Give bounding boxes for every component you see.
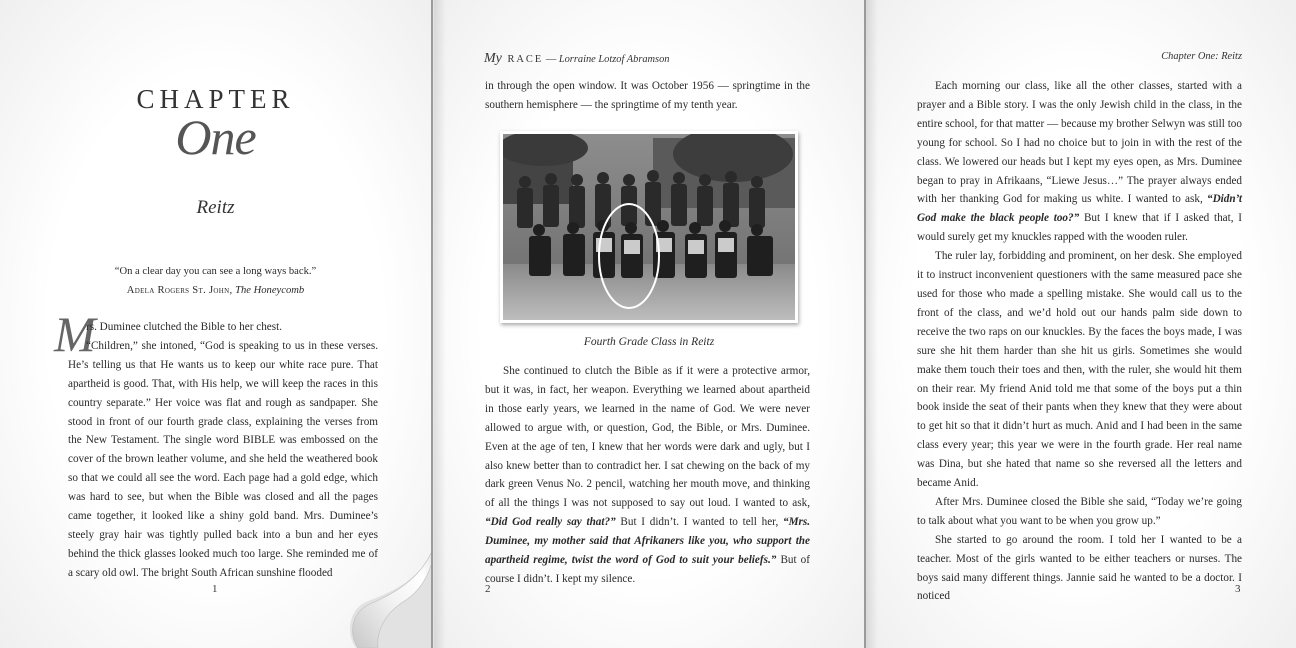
text-run: But of course I didn’t. I kept my silence. (485, 554, 811, 585)
book-logo: My (484, 51, 502, 66)
paragraph (917, 77, 1242, 247)
page-1-body (56, 318, 378, 583)
book-author: Lorraine Lotzof Abramson (558, 54, 670, 65)
paragraph: She started to go around the room. I told her I wanted to be a teacher. Most of the girls wanted to be either teachers or nurses. The boys said many different things. Jannie said he wanted to be a doctor. I noticed (917, 533, 1242, 603)
page-curl-icon[interactable] (346, 540, 431, 648)
paragraph: “Children,” she intoned, “God is speaking to us in these verses. He’s telling us that He wants us to keep our white race pure. That apartheid is good. That, with His help, we will keep the races in this country separate.” Her voice was flat and rough as sandpaper. She stood in front of our fourth grade class, explaining the verses from the New Testament. The single word BIBLE was embossed on the cover of the brown leather volume, and she held the weathered book so that we could all see the word. Each page had a gold edge, which was hard to see, but when the Bible was closed and all the pages came together, it looked like a shiny gold band. Mrs. Duminee’s steely gray hair was tightly pulled back into a bun and her eyes behind the thick glasses looked much too large. She reminded me of a scary old owl. The bright South African sunshine flooded (68, 339, 378, 579)
paragraph (485, 362, 810, 589)
text-run: But I knew that if I asked that, I would surely get my knuckles rapped with the wooden ruler. (917, 212, 1243, 244)
paragraph: The ruler lay, forbidding and prominent, on her desk. She employed it to instruct inconvenient questioners with the same measured pace she used for those who made a spelling mistake. She would call us to the front of the class, and we’d hold out our hands palm side down to receive the two raps on our knuckles. By the faces the boys made, I was sure she hit them harder than she hit us girls. Sometimes she would make them touch their toes and then, with the ruler, she would hit them on their rear. My friend Anid told me that some of the boys put a thin book inside the seat of their pants when they knew that they were about to get hit so that it didn’t hurt as much. Anid and I had been in the same class every year; this year we were in the fourth grade. Her real name was Dina, but she hated that name so she reversed all the letters and became Anid. (917, 250, 1242, 490)
photo-caption: Fourth Grade Class in Reitz (583, 336, 715, 348)
epigraph-author: Adela Rogers St. John, (126, 285, 233, 296)
page-number: 1 (212, 583, 218, 595)
epigraph-attribution (0, 281, 431, 300)
italic-question: “Did God really say that?” (485, 516, 616, 529)
drop-cap: M (54, 306, 96, 362)
text-run: Each morning our class, like all the other classes, started with a prayer and a Bible story. I was the only Jewish child in the class, in the entire school, for that matter — because my brother Selwyn was still too young for school. So I had no choice but to join in with the rest of the class. We lowered our heads but I kept my eyes open, as Mrs. Duminee began to pray in Afrikaans, “Liewe Jesus…” The prayer always ended with her thanking God for making us white. I wanted to ask, (917, 80, 1242, 206)
running-head (484, 51, 670, 67)
header-dash: — (545, 54, 557, 65)
paragraph: After Mrs. Duminee closed the Bible she said, “Today we’re going to talk about what you want to be when you grow up.” (917, 495, 1242, 527)
gutter-shadow (434, 0, 446, 648)
book-title: RACE (507, 54, 544, 65)
epigraph-quote: “On a clear day you can see a long ways back.” (114, 266, 317, 277)
text-run: She continued to clutch the Bible as if it were a protective armor, but it was, in fact, her weapon. Everything we learned about apartheid in those early years, we learned in the name of God. We were never allowed to argue with, or question, God, the Bible, or Mrs. Duminee. Even at the age of ten, I knew that her words were dark and ugly, but I also knew better than to contradict her. I sat chewing on the back of my dark green Venus No. 2 pencil, watching her mouth move, and thinking of all the things I was not supposed to say out loud. I wanted to ask, (485, 365, 810, 510)
page-2-top-text (485, 77, 810, 115)
chapter-number: One (175, 109, 256, 165)
paragraph: rs. Duminee clutched the Bible to her chest. (86, 321, 283, 333)
page-3 (866, 0, 1296, 648)
page-2 (434, 0, 864, 648)
chapter-title: Reitz (196, 197, 235, 218)
page-1 (0, 0, 431, 648)
italic-question: “Didn’t God make the black people too?” (917, 193, 1242, 225)
page-3-body (917, 77, 1242, 606)
chapter-label: CHAPTER (136, 84, 295, 114)
page-number: 2 (485, 583, 491, 595)
running-head: Chapter One: Reitz (1161, 51, 1242, 62)
text-run: But I didn’t. I wanted to tell her, (620, 516, 779, 529)
epigraph (0, 262, 431, 300)
page-number: 3 (1235, 583, 1241, 595)
class-photo-frame (500, 131, 798, 323)
gutter-shadow (866, 0, 878, 648)
epigraph-book: The Honeycomb (235, 285, 305, 296)
gutter-divider (431, 0, 433, 648)
page-2-body (485, 362, 810, 589)
class-photo-image (503, 134, 795, 320)
italic-quote: “Mrs. Duminee, my mother said that Afrikaners like you, who support the apartheid regime, twist the word of God to suit your beliefs.” (485, 516, 811, 567)
paragraph: in through the open window. It was October 1956 — springtime in the southern hemisphere — the springtime of my tenth year. (485, 80, 810, 111)
